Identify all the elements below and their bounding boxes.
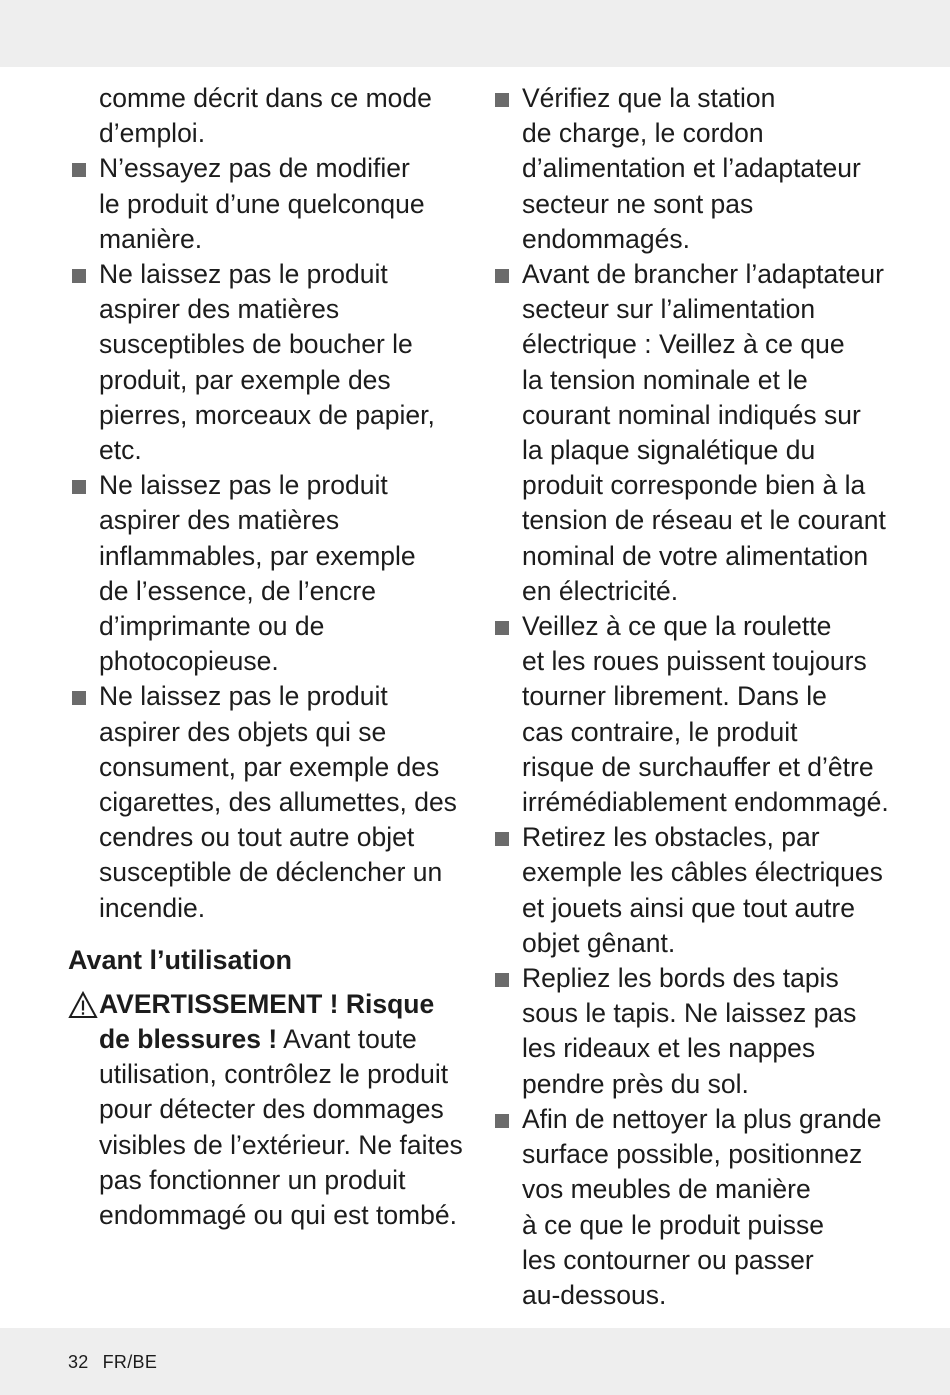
page-footer [68, 1352, 157, 1373]
right-column [491, 81, 891, 1313]
text-line: nominal de votre alimentation [522, 540, 869, 571]
text-line: Repliez les bords des tapis [522, 963, 839, 994]
text-line: aspirer des matières [99, 294, 340, 325]
text-line: manière. [99, 223, 203, 254]
list-item [491, 609, 891, 820]
text-line: endommagé ou qui est tombé. [99, 1200, 457, 1231]
text-line: secteur ne sont pas [522, 188, 754, 219]
text-line: pas fonctionner un produit [99, 1164, 406, 1195]
text-line: la tension nominale et le [522, 364, 808, 395]
text-line: risque de surchauffer et d’être [522, 751, 874, 782]
text-line: sous le tapis. Ne laissez pas [522, 998, 857, 1029]
text-line: aspirer des objets qui se [99, 716, 387, 747]
warning-text-start: Avant toute [277, 1024, 417, 1055]
text-line: N’essayez pas de modifier [99, 153, 410, 184]
text-line: aspirer des matières [99, 505, 340, 536]
text-line: les rideaux et les nappes [522, 1033, 816, 1064]
text-line: pendre près du sol. [522, 1068, 749, 1099]
square-bullet-icon [72, 163, 86, 177]
text-line: pierres, morceaux de papier, [99, 399, 435, 430]
text-line: produit corresponde bien à la [522, 470, 866, 501]
text-line: inflammables, par exemple [99, 540, 416, 571]
square-bullet-icon [495, 269, 509, 283]
square-bullet-icon [495, 973, 509, 987]
locale-label: FR/BE [102, 1352, 158, 1372]
text-line: susceptibles de boucher le [99, 329, 413, 360]
warning-title: AVERTISSEMENT ! Risque [99, 988, 435, 1019]
list-item [68, 468, 468, 679]
text-line: exemple les câbles électriques [522, 857, 883, 888]
text-line: la plaque signalétique du [522, 435, 816, 466]
list-item [491, 81, 891, 257]
left-column [68, 81, 468, 1233]
text-line: etc. [99, 435, 142, 466]
text-line: à ce que le produit puisse [522, 1209, 825, 1240]
list-item [68, 257, 468, 468]
text-line: cas contraire, le produit [522, 716, 798, 747]
page-number: 32 [68, 1352, 89, 1372]
text-line: susceptible de déclencher un [99, 857, 443, 888]
text-line: Retirez les obstacles, par [522, 822, 820, 853]
text-line: en électricité. [522, 575, 679, 606]
text-line: endommagés. [522, 223, 690, 254]
square-bullet-icon [495, 1114, 509, 1128]
list-item [68, 679, 468, 925]
text-line: Ne laissez pas le produit [99, 259, 388, 290]
warning-block [68, 987, 468, 1233]
text-line: comme décrit dans ce mode [99, 83, 432, 113]
text-line: de l’essence, de l’encre [99, 575, 376, 606]
text-line: objet gênant. [522, 927, 676, 958]
text-line: de charge, le cordon [522, 118, 764, 149]
text-line: pour détecter des dommages [99, 1094, 444, 1125]
text-line: et jouets ainsi que tout autre [522, 892, 855, 923]
text-line: et les roues puissent toujours [522, 646, 867, 677]
text-line: au-dessous. [522, 1279, 667, 1310]
text-line: Veillez à ce que la roulette [522, 611, 832, 642]
square-bullet-icon [495, 93, 509, 107]
text-line: visibles de l’extérieur. Ne faites [99, 1129, 463, 1160]
text-line: Ne laissez pas le produit [99, 470, 388, 501]
text-line: utilisation, contrôlez le produit [99, 1059, 449, 1090]
text-line: d’emploi. [99, 118, 206, 149]
text-line: incendie. [99, 892, 206, 923]
text-line: produit, par exemple des [99, 364, 391, 395]
list-item [491, 1102, 891, 1313]
text-line: le produit d’une quelconque [99, 188, 425, 219]
continuation-text [68, 81, 468, 151]
text-line: les contourner ou passer [522, 1244, 814, 1275]
text-line: photocopieuse. [99, 646, 279, 677]
text-line: vos meubles de manière [522, 1174, 811, 1205]
text-line: Afin de nettoyer la plus grande [522, 1103, 882, 1134]
text-line: cigarettes, des allumettes, des [99, 787, 457, 818]
text-line: électrique : Veillez à ce que [522, 329, 845, 360]
text-line: secteur sur l’alimentation [522, 294, 816, 325]
text-line: tension de réseau et le courant [522, 505, 886, 536]
square-bullet-icon [72, 480, 86, 494]
warning-triangle-icon [68, 991, 98, 1019]
text-line: d’imprimante ou de [99, 611, 325, 642]
text-line: Ne laissez pas le produit [99, 681, 388, 712]
text-line: courant nominal indiqués sur [522, 399, 861, 430]
warning-text [99, 1057, 468, 1233]
list-item [491, 820, 891, 961]
square-bullet-icon [495, 621, 509, 635]
square-bullet-icon [495, 832, 509, 846]
right-bullet-list [491, 81, 891, 1313]
top-band [0, 0, 950, 67]
warning-subtitle: de blessures ! [99, 1024, 278, 1055]
square-bullet-icon [72, 269, 86, 283]
text-line: cendres ou tout autre objet [99, 822, 415, 853]
text-line: Avant de brancher l’adaptateur [522, 259, 884, 290]
text-line: Vérifiez que la station [522, 83, 776, 113]
list-item [491, 961, 891, 1102]
text-line: tourner librement. Dans le [522, 681, 827, 712]
text-line: d’alimentation et l’adaptateur [522, 153, 861, 184]
list-item [68, 151, 468, 257]
text-line: surface possible, positionnez [522, 1139, 863, 1170]
section-heading: Avant l’utilisation [68, 944, 293, 975]
text-line: irrémédiablement endommagé. [522, 787, 889, 818]
text-line: consument, par exemple des [99, 751, 440, 782]
square-bullet-icon [72, 691, 86, 705]
list-item [491, 257, 891, 609]
left-bullet-list [68, 151, 468, 925]
